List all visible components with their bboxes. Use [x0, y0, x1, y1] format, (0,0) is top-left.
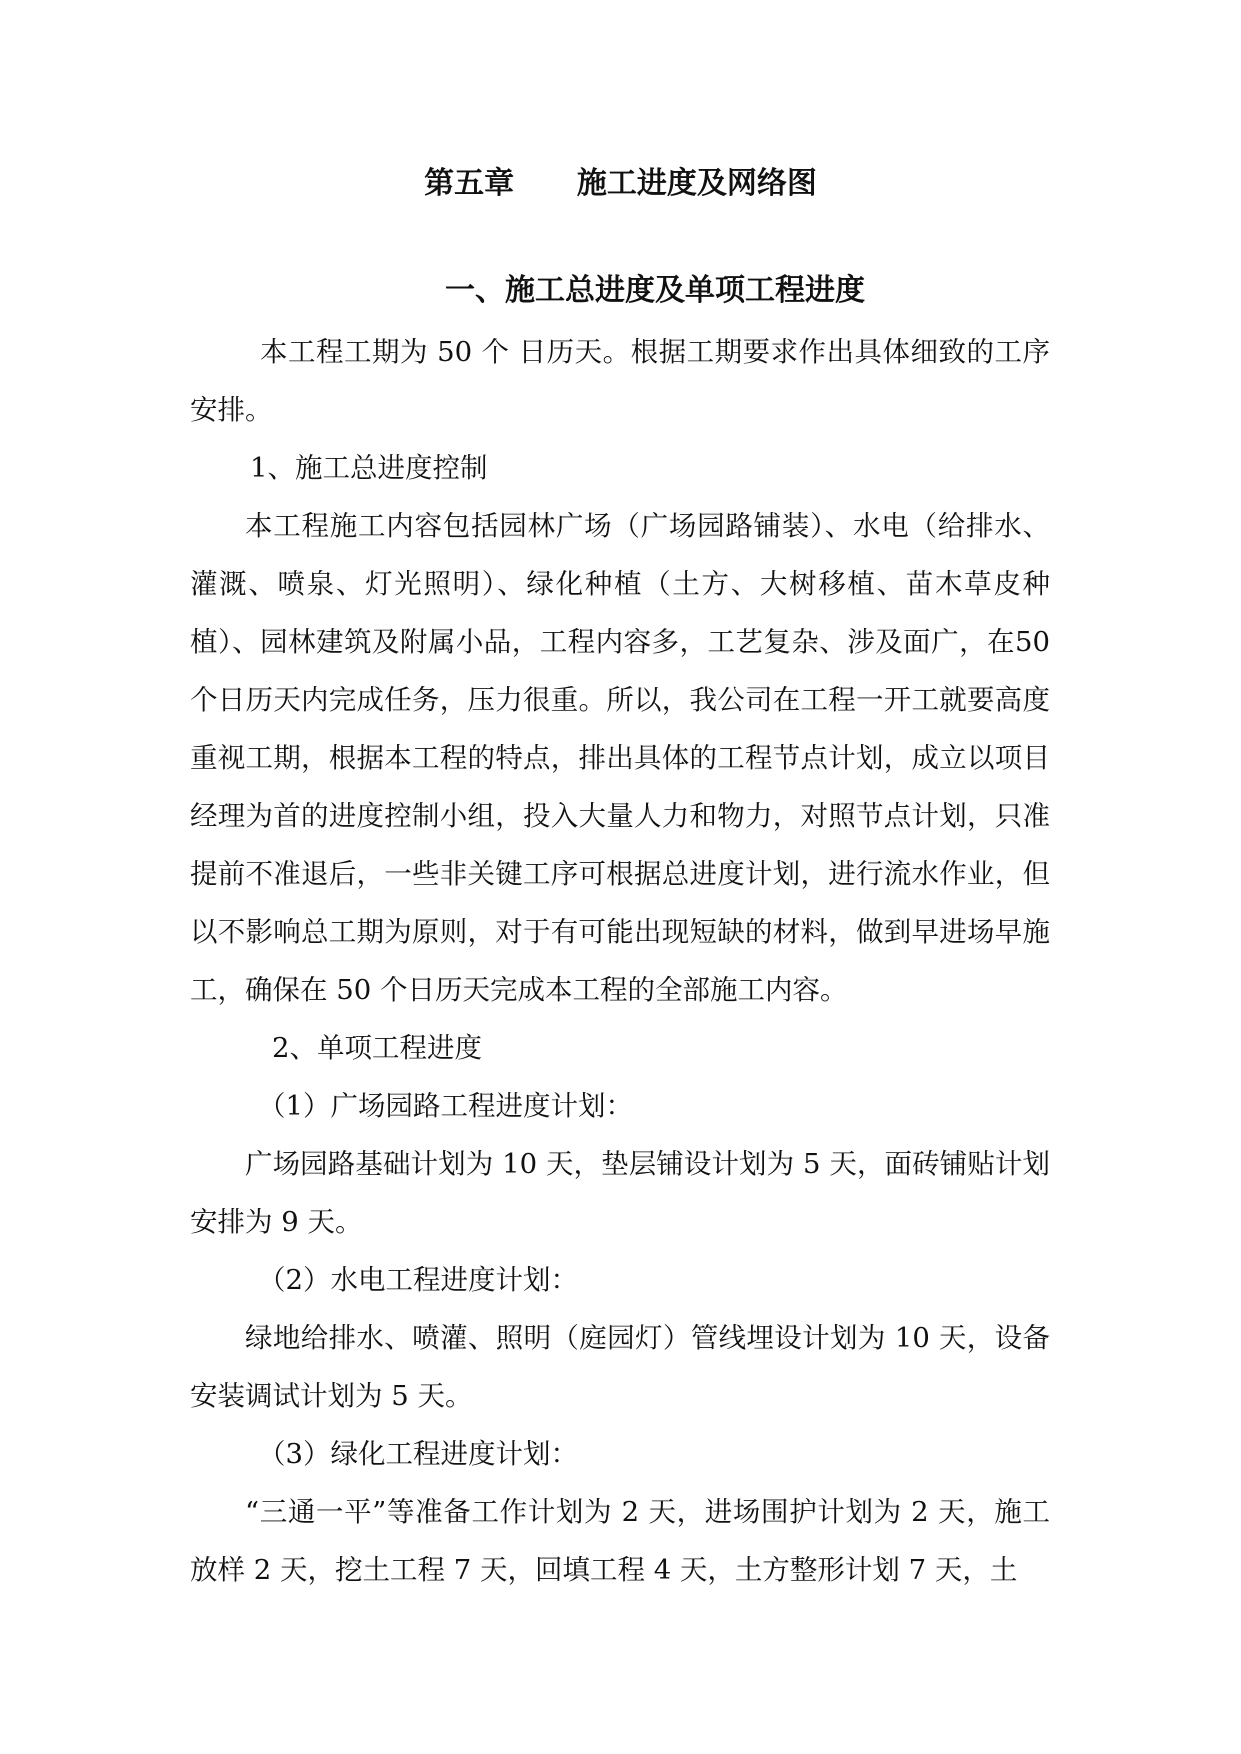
paragraph-greening: “三通一平”等准备工作计划为 2 天，进场围护计划为 2 天，施工放样 2 天，挖土工程 7 天，回填工程 4 天，土方整形计划 7 天，土 [190, 1496, 1050, 1586]
chapter-title: 第五章 施工进度及网络图 [424, 166, 817, 201]
paragraph-water-electric: 绿地给排水、喷灌、照明（庭园灯）管线埋设计划为 10 天，设备安装调试计划为 5 天。 [190, 1322, 1050, 1412]
section-title: 一、施工总进度及单项工程进度 [445, 273, 865, 308]
document-body [190, 323, 1050, 1599]
subheading-water-electric: （2）水电工程进度计划： [258, 1264, 578, 1296]
paragraph-intro: 本工程工期为 50 个 日历天。根据工期要求作出具体细致的工序安排。 [190, 336, 1050, 426]
paragraph-overall-control: 本工程施工内容包括园林广场（广场园路铺装）、水电（给排水、灌溉、喷泉、灯光照明）、绿化种植（土方、大树移植、苗木草皮种植）、园林建筑及附属小品，工程内容多，工艺复杂、涉及面广，在50 个日历天内完成任务，压力很重。所以，我公司在工程一开工就要高度重视工期，根据本工程的特点，排出具体的工程节点计划，成立以项目经理为首的进度控制小组，投入大量人力和物力，对照节点计划，只准提前不准退后，一些非关键工序可根据总进度计划，进行流水作业，但以不影响总工期为原则，对于有可能出现短缺的材料，做到早进场早施工，确保在 50 个日历天完成本工程的全部施工内容。 [190, 510, 1050, 1006]
subheading-plaza-road: （1）广场园路工程进度计划： [258, 1090, 633, 1122]
subheading-greening: （3）绿化工程进度计划： [258, 1438, 578, 1470]
paragraph-plaza-road: 广场园路基础计划为 10 天，垫层铺设计划为 5 天，面砖铺贴计划安排为 9 天。 [190, 1148, 1050, 1238]
subheading-overall-control: 1、施工总进度控制 [250, 452, 488, 484]
subheading-individual-progress: 2、单项工程进度 [272, 1032, 482, 1064]
